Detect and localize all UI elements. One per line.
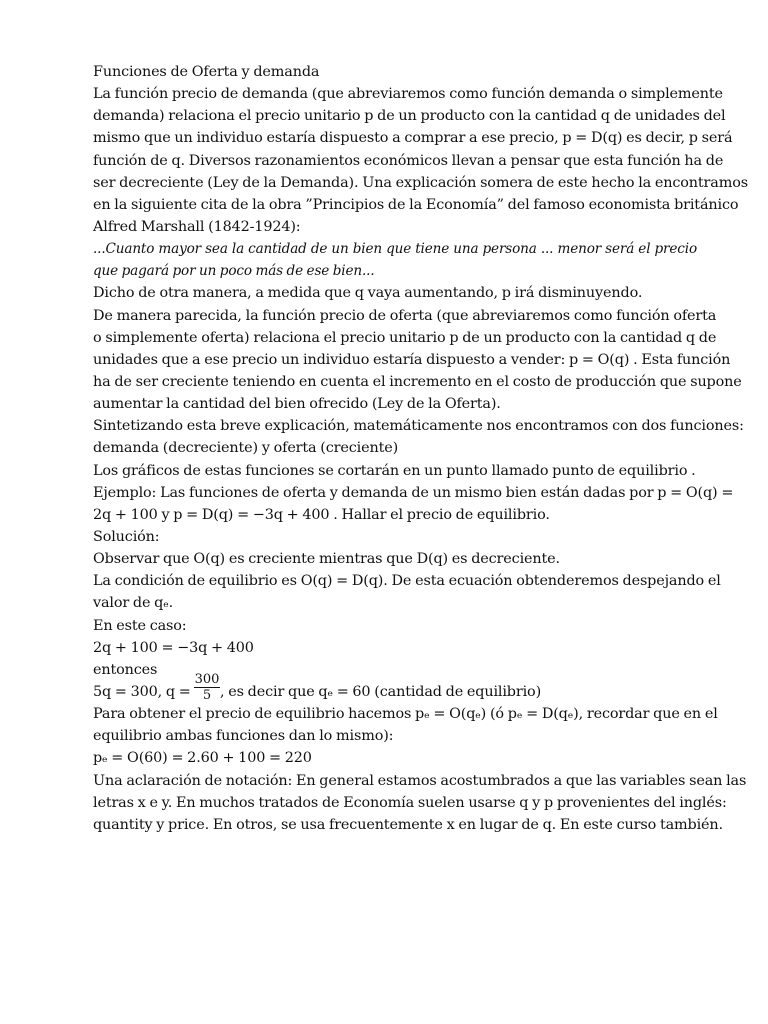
text-line: letras x e y. En muchos tratados de Economía suelen usarse q y p provenientes del inglés: — [93, 794, 727, 811]
text-line: ha de ser creciente teniendo en cuenta el incremento en el costo de producción que supone — [93, 373, 742, 390]
text-line: Funciones de Oferta y demanda — [93, 64, 320, 80]
fraction-denominator: 5 — [202, 687, 212, 703]
text-line: De manera parecida, la función precio de oferta (que abreviaremos como función oferta — [93, 307, 717, 324]
quote-line: ...Cuanto mayor sea la cantidad de un bien que tiene una persona ... menor será el precio — [93, 241, 697, 258]
text-line: Dicho de otra manera, a medida que q vaya aumentando, p irá disminuyendo. — [93, 285, 643, 302]
text-line: Solución: — [93, 528, 160, 545]
text-line: mismo que un individuo estaría dispuesto a comprar a ese precio, p = D(q) es decir, p será — [93, 130, 733, 147]
fraction-equation-line — [93, 671, 697, 703]
text-line: equilibrio ambas funciones dan lo mismo): — [93, 728, 394, 745]
quote-line: que pagará por un poco más de ese bien... — [93, 263, 375, 280]
text-line: Para obtener el precio de equilibrio hacemos pₑ = O(qₑ) (ó pₑ = D(qₑ), recordar que en el — [93, 706, 718, 723]
text-line: función de q. Diversos razonamientos económicos llevan a pensar que esta función ha de — [93, 152, 724, 169]
fraction — [194, 672, 220, 703]
text-line: 2q + 100 = −3q + 400 — [93, 639, 254, 656]
text-line: o simplemente oferta) relaciona el precio unitario p de un producto con la cantidad q de — [93, 329, 717, 346]
text-line: demanda) relaciona el precio unitario p de un producto con la cantidad q de unidades del — [93, 108, 726, 125]
text-line: entonces — [93, 661, 158, 678]
text-line: unidades que a ese precio un individuo estaría dispuesto a vender: p = O(q) . Esta función — [93, 351, 731, 368]
fraction-numerator: 300 — [194, 671, 220, 687]
text-line: La función precio de demanda (que abreviaremos como función demanda o simplemente — [93, 86, 723, 103]
text-line: Una aclaración de notación: En general estamos acostumbrados a que las variables sean las — [93, 772, 747, 789]
text-line: aumentar la cantidad del bien ofrecido (Ley de la Oferta). — [93, 396, 501, 413]
text-line: pₑ = O(60) = 2.60 + 100 = 220 — [93, 750, 312, 767]
text-line: Sintetizando esta breve explicación, matemáticamente nos encontramos con dos funciones: — [93, 418, 744, 435]
text-block-before-fraction — [93, 61, 748, 681]
text-line: La condición de equilibrio es O(q) = D(q). De esta ecuación obtenderemos despejando el — [93, 573, 721, 590]
text-line: en la siguiente cita de la obra ”Principios de la Economía” del famoso economista británico — [93, 196, 739, 213]
fraction-line-after: , es decir que qₑ = 60 (cantidad de equilibrio) — [220, 683, 542, 700]
text-line: Ejemplo: Las funciones de oferta y demanda de un mismo bien están dadas por p = O(q) = — [93, 484, 734, 501]
text-line: Los gráficos de estas funciones se cortarán en un punto llamado punto de equilibrio . — [93, 462, 696, 479]
text-block-after-fraction — [93, 703, 747, 836]
text-line: Alfred Marshall (1842-1924): — [93, 218, 301, 235]
fraction-line-before: 5q = 300, q = — [93, 683, 191, 700]
text-line: 2q + 100 y p = D(q) = −3q + 400 . Hallar el precio de equilibrio. — [93, 506, 550, 523]
text-line: valor de qₑ. — [93, 595, 174, 612]
text-line: Observar que O(q) es creciente mientras que D(q) es decreciente. — [93, 551, 560, 568]
document-page — [93, 61, 748, 836]
text-line: En este caso: — [93, 617, 187, 634]
text-line: ser decreciente (Ley de la Demanda). Una explicación somera de este hecho la encontramos — [93, 174, 748, 191]
text-line: quantity y price. En otros, se usa frecuentemente x en lugar de q. En este curso también. — [93, 816, 723, 833]
text-line: demanda (decreciente) y oferta (creciente) — [93, 440, 399, 457]
